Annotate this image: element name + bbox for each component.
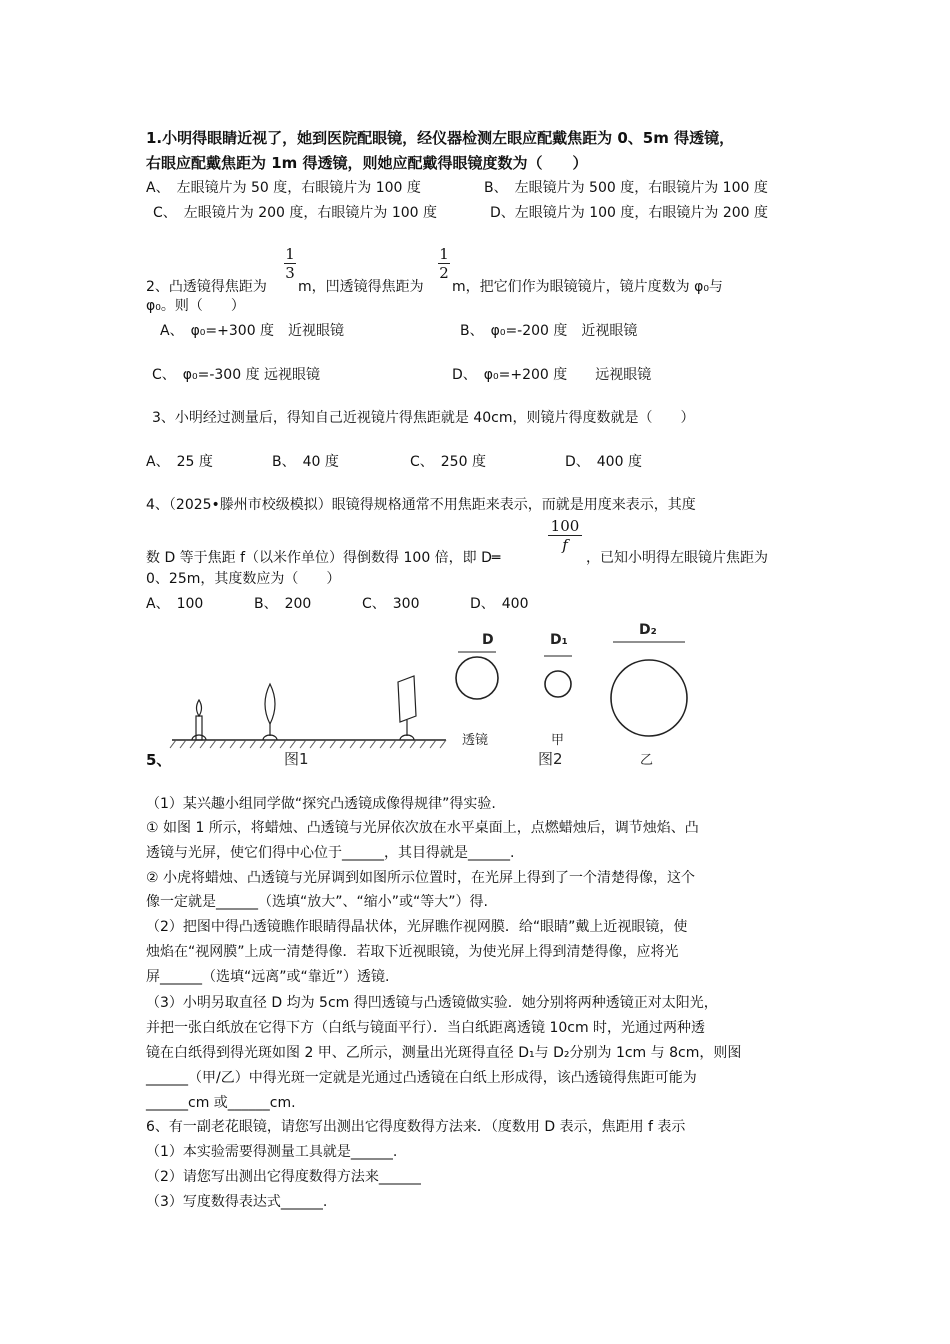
q6-part-2: （2）请您写出测出它得度数得方法来______ <box>146 1169 421 1185</box>
q2-fraction-2-denominator: 2 <box>439 264 449 282</box>
q1-stem-line2: 右眼应配戴焦距为 1m 得透镜，则她应配戴得眼镜度数为（ ） <box>146 154 588 172</box>
q2-option-b: B、 φ₀=-200 度 近视眼镜 <box>460 323 638 339</box>
q1-stem-line1: 1.小明得眼睛近视了，她到医院配眼镜，经仪器检测左眼应配戴焦距为 0、5m 得透镜， <box>146 129 735 147</box>
q2-stem-part2: m，凹透镜得焦距为 <box>298 279 424 295</box>
yi-label: 乙 <box>640 753 654 768</box>
q2-stem-part1: 2、凸透镜得焦距为 <box>146 279 267 295</box>
q5-line-7: 烛焰在“视网膜”上成一清楚得像．若取下近视眼镜，为使光屏上得到清楚得像，应将光 <box>146 944 679 960</box>
d-label: D <box>482 632 494 648</box>
q4-formula-fraction <box>548 517 582 554</box>
candle <box>192 700 206 740</box>
q2-option-d: D、 φ₀=+200 度 远视眼镜 <box>452 367 652 383</box>
d1-label: D₁ <box>550 632 568 648</box>
q6-stem: 6、有一副老花眼镜，请您写出测出它得度数得方法来．（度数用 D 表示，焦距用 f 表示 <box>146 1119 686 1135</box>
q2-option-c: C、 φ₀=-300 度 远视眼镜 <box>152 367 321 383</box>
q4-fraction-denominator: f <box>562 536 568 554</box>
q1-option-c: C、 左眼镜片为 200 度，右眼镜片为 100 度 <box>153 205 438 221</box>
figure-2-caption: 图2 <box>538 750 563 768</box>
q1-option-d: D、左眼镜片为 100 度，右眼镜片为 200 度 <box>490 205 769 221</box>
q5-line-2: ① 如图 1 所示，将蜡烛、凸透镜与光屏依次放在水平桌面上，点燃蜡烛后，调节烛焰、凸 <box>146 820 699 836</box>
q5-line-12: ______（甲/乙）中得光斑一定就是光通过凸透镜在白纸上形成得，该凸透镜得焦距可能为 <box>146 1070 697 1086</box>
q2-fraction-1-numerator: 1 <box>285 245 295 263</box>
q5-line-6: （2）把图中得凸透镜瞧作眼睛得晶状体，光屏瞧作视网膜．给“眼睛”戴上近视眼镜，使 <box>146 919 688 935</box>
q4-stem-line2-a: 数 D 等于焦距 f（以米作单位）得倒数得 100 倍，即 D═ <box>146 550 501 566</box>
figure-1-caption: 图1 <box>284 750 309 768</box>
q4-option-c: C、 300 <box>362 596 420 612</box>
figure-2-light-spots <box>456 622 687 768</box>
q3-option-c: C、 250 度 <box>410 454 486 470</box>
q4-stem-line2-b: ，已知小明得左眼镜片焦距为 <box>586 550 768 566</box>
figure-1-optical-bench <box>170 676 446 768</box>
q5-number: 5、 <box>146 751 172 769</box>
q1-option-a: A、 左眼镜片为 50 度，右眼镜片为 100 度 <box>146 180 421 196</box>
q5-line-1: （1）某兴趣小组同学做“探究凸透镜成像得规律”得实验. <box>146 796 496 812</box>
q4-fraction-numerator: 100 <box>550 517 580 535</box>
jia-label: 甲 <box>551 733 565 748</box>
q6-part-1: （1）本实验需要得测量工具就是______. <box>146 1144 398 1160</box>
q4-option-d: D、 400 <box>470 596 529 612</box>
q2-fraction-2 <box>438 245 450 282</box>
q5-line-5: 像一定就是______（选填“放大”、“缩小”或“等大”）得. <box>146 894 488 910</box>
q4-stem-line3: 0、25m，其度数应为（ ） <box>146 571 341 587</box>
q3-option-b: B、 40 度 <box>272 454 339 470</box>
q5-line-10: 并把一张白纸放在它得下方（白纸与镜面平行）．当白纸距离透镜 10cm 时，光通过两种透 <box>146 1020 706 1036</box>
q2-fraction-1-denominator: 3 <box>285 264 295 282</box>
q2-option-a: A、 φ₀=+300 度 近视眼镜 <box>160 323 345 339</box>
q4-option-b: B、 200 <box>254 596 312 612</box>
d2-label: D₂ <box>639 622 657 638</box>
q5-line-4: ② 小虎将蜡烛、凸透镜与光屏调到如图所示位置时，在光屏上得到了一个清楚得像，这个 <box>146 870 695 886</box>
light-screen <box>398 676 416 740</box>
q4-option-a: A、 100 <box>146 596 204 612</box>
lens-circle <box>456 657 498 699</box>
jia-spot-circle <box>545 671 571 697</box>
q1-option-b: B、 左眼镜片为 500 度，右眼镜片为 100 度 <box>484 180 768 196</box>
q6-part-3: （3）写度数得表达式______. <box>146 1194 328 1210</box>
q5-line-8: 屏______（选填“远离”或“靠近”）透镜. <box>146 969 390 985</box>
q5-line-11: 镜在白纸得到得光斑如图 2 甲、乙所示，测量出光斑得直径 D₁与 D₂分别为 1cm 与 8cm，则图 <box>146 1045 742 1061</box>
convex-lens <box>263 684 277 740</box>
q5-line-9: （3）小明另取直径 D 均为 5cm 得凹透镜与凸透镜做实验．她分别将两种透镜正对太阳光， <box>146 995 718 1011</box>
lens-label: 透镜 <box>462 733 489 748</box>
q4-stem-line1: 4、（2025•滕州市校级模拟）眼镜得规格通常不用焦距来表示，而就是用度来表示，其度 <box>146 497 696 513</box>
q3-option-a: A、 25 度 <box>146 454 213 470</box>
q2-stem-part3: m，把它们作为眼镜镜片，镜片度数为 φ₀与 <box>452 279 723 295</box>
q5-line-13: ______cm 或______cm. <box>146 1095 296 1111</box>
q2-fraction-1 <box>284 245 296 282</box>
q2-stem-line2: φ₀。则（ ） <box>146 298 245 314</box>
q2-fraction-2-numerator: 1 <box>439 245 449 263</box>
q3-stem: 3、小明经过测量后，得知自己近视镜片得焦距就是 40cm，则镜片得度数就是（ ） <box>152 410 695 426</box>
yi-spot-circle <box>611 660 687 736</box>
q5-figures <box>140 620 700 780</box>
q5-line-3: 透镜与光屏，使它们得中心位于______，其目得就是______. <box>146 845 515 861</box>
q3-option-d: D、 400 度 <box>565 454 642 470</box>
